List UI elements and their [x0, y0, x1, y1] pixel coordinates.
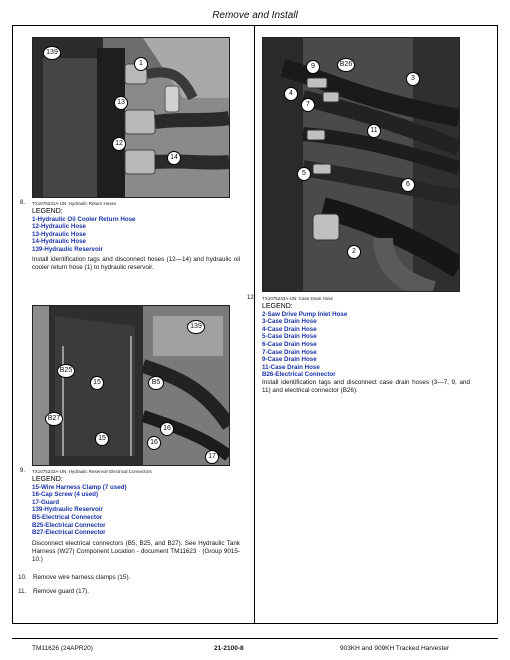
- callout-15: 15: [95, 432, 109, 446]
- footer-product-name: 903KH and 909KH Tracked Harvester: [340, 645, 450, 652]
- frame-right: [497, 26, 498, 624]
- legend-item: B26-Electrical Connector: [262, 371, 336, 379]
- legend-item: 12-Hydraulic Hose: [32, 223, 86, 231]
- footer-rule: [12, 638, 498, 639]
- legend-item: 15-Wire Harness Clamp (7 used): [32, 483, 127, 491]
- legend-heading: LEGEND:: [262, 303, 293, 310]
- legend-item: 13-Hydraulic Hose: [32, 230, 86, 238]
- callout-16: 16: [147, 436, 161, 450]
- step-12-number: 12.: [247, 295, 256, 301]
- step-11-instruction: Remove guard (17).: [33, 588, 89, 595]
- callout-14: 14: [167, 151, 181, 165]
- callout-139: 139: [43, 46, 61, 60]
- page-title: Remove and Install: [212, 10, 298, 21]
- frame-left: [12, 26, 13, 624]
- step-9-number: 9.: [20, 468, 26, 474]
- legend-item: 1-Hydraulic Oil Cooler Return Hose: [32, 215, 136, 223]
- step-8-figure-id: TX1075231A-UN: Hydraulic Return Hoses: [32, 201, 117, 206]
- case-drain-hose-photo: [262, 37, 460, 292]
- callout-5: 5: [297, 167, 311, 181]
- legend-item: 17-Guard: [32, 498, 60, 506]
- legend-item: 16-Cap Screw (4 used): [32, 491, 99, 499]
- column-divider: [254, 26, 255, 623]
- step-12-legend: [262, 303, 347, 379]
- callout-17: 17: [205, 450, 219, 464]
- callout-139: 139: [187, 320, 205, 334]
- callout-b26: B26: [337, 58, 355, 72]
- callout-13: 13: [114, 96, 128, 110]
- legend-item: B27-Electrical Connector: [32, 529, 106, 537]
- callout-15: 15: [90, 376, 104, 390]
- callout-4: 4: [284, 87, 298, 101]
- callout-11: 11: [367, 124, 381, 138]
- legend-item: 11-Case Drain Hose: [262, 363, 320, 371]
- step-8-instruction: Install identification tags and disconnect hoses (12—14) and hydraulic oil cooler return hose (1) to hydraulic reservoir.: [32, 256, 240, 271]
- legend-item: 3-Case Drain Hose: [262, 318, 317, 326]
- legend-item: 6-Case Drain Hose: [262, 340, 317, 348]
- step-10-instruction: Remove wire harness clamps (15).: [33, 574, 131, 581]
- legend-heading: LEGEND:: [32, 208, 63, 215]
- step-9-instruction: Disconnect electrical connectors (B5, B25, and B27). See Hydraulic Tank Harness (W27) Component Location - document TM11623 · (Group 9015-10.): [32, 540, 240, 563]
- legend-item: 139-Hydraulic Reservoir: [32, 245, 103, 253]
- step-12-instruction: Install identification tags and disconnect case drain hoses (3—7, 9, and 11) and electrical connector (B26).: [262, 379, 470, 394]
- footer-page-number: 21-2100-8: [214, 645, 244, 652]
- legend-item: 5-Case Drain Hose: [262, 333, 317, 341]
- callout-6: 6: [401, 178, 415, 192]
- legend-item: B5-Electrical Connector: [32, 513, 103, 521]
- callout-12: 12: [112, 137, 126, 151]
- callout-b27: B27: [45, 412, 63, 426]
- legend-heading: LEGEND:: [32, 476, 63, 483]
- step-9-legend: [32, 476, 127, 537]
- callout-b25: B25: [57, 364, 75, 378]
- legend-item: 9-Case Drain Hose: [262, 356, 317, 364]
- step-11-number: 11.: [18, 588, 27, 595]
- hydraulic-return-hoses-photo: [32, 37, 230, 198]
- step-8-legend: [32, 208, 136, 254]
- callout-9: 9: [306, 60, 320, 74]
- legend-item: 7-Case Drain Hose: [262, 348, 317, 356]
- legend-item: 2-Saw Drive Pump Inlet Hose: [262, 310, 348, 318]
- legend-item: 14-Hydraulic Hose: [32, 238, 86, 246]
- callout-1: 1: [134, 57, 148, 71]
- legend-item: 4-Case Drain Hose: [262, 325, 317, 333]
- callout-3: 3: [406, 72, 420, 86]
- legend-item: B25-Electrical Connector: [32, 521, 106, 529]
- callout-2: 2: [347, 245, 361, 259]
- step-10-number: 10.: [18, 574, 27, 581]
- footer-document-id: TM11626 (24APR20): [32, 645, 93, 652]
- callout-b5: B5: [148, 376, 164, 390]
- step-8-number: 8.: [20, 200, 26, 206]
- callout-16: 16: [160, 422, 174, 436]
- step-9-figure-id: TX1075232A-UN: Hydraulic Reservoir Electrical Connectors: [32, 469, 152, 474]
- callout-7: 7: [301, 98, 315, 112]
- frame-bottom: [12, 623, 498, 624]
- legend-item: 139-Hydraulic Reservoir: [32, 506, 103, 514]
- hydraulic-reservoir-connectors-photo: [32, 305, 230, 466]
- header-rule: [12, 25, 498, 26]
- step-12-figure-id: TX1075233A-UN: Case Drain Hose: [262, 296, 334, 301]
